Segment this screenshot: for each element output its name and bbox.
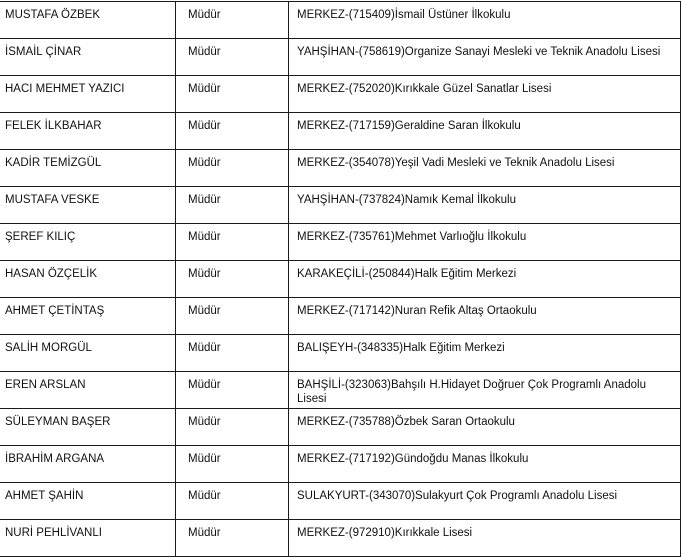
table-row bbox=[0, 298, 681, 335]
role-cell bbox=[176, 224, 289, 261]
name-cell-text: MUSTAFA ÖZBEK bbox=[5, 9, 100, 21]
role-cell-text: Müdür bbox=[188, 120, 221, 132]
school-cell bbox=[289, 150, 681, 187]
role-cell-text: Müdür bbox=[188, 527, 221, 539]
name-cell bbox=[0, 113, 176, 150]
name-cell bbox=[0, 150, 176, 187]
role-cell-text: Müdür bbox=[188, 194, 221, 206]
school-cell bbox=[289, 2, 681, 39]
name-cell bbox=[0, 372, 176, 409]
school-cell bbox=[289, 298, 681, 335]
role-cell bbox=[176, 39, 289, 76]
name-cell-text: FELEK İLKBAHAR bbox=[5, 120, 102, 132]
name-cell-text: AHMET ÇETİNTAŞ bbox=[5, 305, 105, 317]
school-cell-text: MERKEZ-(735761)Mehmet Varlıoğlu İlkokulu bbox=[297, 231, 527, 243]
name-cell bbox=[0, 483, 176, 520]
school-cell bbox=[289, 113, 681, 150]
name-cell-text: KADİR TEMİZGÜL bbox=[5, 157, 102, 169]
role-cell bbox=[176, 446, 289, 483]
school-cell-text: MERKEZ-(717192)Gündoğdu Manas İlkokulu bbox=[297, 453, 529, 465]
school-cell-text: BALIŞEYH-(348335)Halk Eğitim Merkezi bbox=[297, 342, 505, 354]
name-cell-text: HACI MEHMET YAZICI bbox=[5, 83, 125, 95]
school-cell bbox=[289, 372, 681, 409]
role-cell-text: Müdür bbox=[188, 231, 221, 243]
name-cell-text: İSMAİL ÇİNAR bbox=[5, 46, 82, 58]
role-cell bbox=[176, 76, 289, 113]
table-row bbox=[0, 520, 681, 557]
role-cell bbox=[176, 483, 289, 520]
name-cell bbox=[0, 224, 176, 261]
role-cell bbox=[176, 187, 289, 224]
role-cell bbox=[176, 261, 289, 298]
name-cell-text: NURİ PEHLİVANLI bbox=[5, 527, 102, 539]
name-cell bbox=[0, 409, 176, 446]
role-cell bbox=[176, 298, 289, 335]
school-cell-text: YAHŞİHAN-(737824)Namık Kemal İlkokulu bbox=[297, 194, 517, 206]
name-cell-text: ŞEREF KILIÇ bbox=[5, 231, 76, 243]
principal-assignments-table bbox=[0, 1, 681, 557]
role-cell bbox=[176, 335, 289, 372]
name-cell bbox=[0, 2, 176, 39]
role-cell-text: Müdür bbox=[188, 83, 221, 95]
name-cell-text: SALİH MORGÜL bbox=[5, 342, 92, 354]
table-row bbox=[0, 150, 681, 187]
name-cell bbox=[0, 298, 176, 335]
school-cell-text: BAHŞİLİ-(323063)Bahşılı H.Hidayet Doğruer Çok Programlı Anadolu Lisesi bbox=[297, 379, 647, 405]
school-cell bbox=[289, 187, 681, 224]
name-cell bbox=[0, 446, 176, 483]
role-cell-text: Müdür bbox=[188, 490, 221, 502]
role-cell bbox=[176, 150, 289, 187]
role-cell bbox=[176, 113, 289, 150]
name-cell bbox=[0, 520, 176, 557]
role-cell-text: Müdür bbox=[188, 46, 221, 58]
role-cell-text: Müdür bbox=[188, 416, 221, 428]
role-cell-text: Müdür bbox=[188, 379, 221, 391]
role-cell-text: Müdür bbox=[188, 342, 221, 354]
school-cell-text: MERKEZ-(354078)Yeşil Vadi Mesleki ve Teknik Anadolu Lisesi bbox=[297, 157, 615, 169]
school-cell-text: YAHŞİHAN-(758619)Organize Sanayi Mesleki ve Teknik Anadolu Lisesi bbox=[297, 46, 661, 58]
name-cell-text: AHMET ŞAHİN bbox=[5, 490, 84, 502]
school-cell-text: MERKEZ-(717159)Geraldine Saran İlkokulu bbox=[297, 120, 521, 132]
school-cell-text: KARAKEÇİLİ-(250844)Halk Eğitim Merkezi bbox=[297, 268, 517, 280]
table-row bbox=[0, 39, 681, 76]
table-body bbox=[0, 2, 681, 557]
school-cell-text: MERKEZ-(972910)Kırıkkale Lisesi bbox=[297, 527, 473, 539]
school-cell-text: MERKEZ-(717142)Nuran Refik Altaş Ortaokulu bbox=[297, 305, 537, 317]
name-cell-text: SÜLEYMAN BAŞER bbox=[5, 416, 111, 428]
name-cell-text: EREN ARSLAN bbox=[5, 379, 86, 391]
school-cell bbox=[289, 446, 681, 483]
table-row bbox=[0, 409, 681, 446]
role-cell bbox=[176, 520, 289, 557]
school-cell bbox=[289, 39, 681, 76]
role-cell-text: Müdür bbox=[188, 157, 221, 169]
school-cell-text: MERKEZ-(752020)Kırıkkale Güzel Sanatlar Lisesi bbox=[297, 83, 552, 95]
school-cell-text: SULAKYURT-(343070)Sulakyurt Çok Programlı Anadolu Lisesi bbox=[297, 490, 618, 502]
table-row bbox=[0, 2, 681, 39]
table-row bbox=[0, 76, 681, 113]
school-cell-text: MERKEZ-(715409)İsmail Üstüner İlkokulu bbox=[297, 9, 511, 21]
school-cell bbox=[289, 224, 681, 261]
table-row bbox=[0, 446, 681, 483]
role-cell-text: Müdür bbox=[188, 453, 221, 465]
name-cell bbox=[0, 261, 176, 298]
table-row bbox=[0, 224, 681, 261]
role-cell-text: Müdür bbox=[188, 305, 221, 317]
table-row bbox=[0, 113, 681, 150]
role-cell-text: Müdür bbox=[188, 9, 221, 21]
name-cell-text: HASAN ÖZÇELİK bbox=[5, 268, 98, 280]
table-row bbox=[0, 187, 681, 224]
role-cell bbox=[176, 409, 289, 446]
name-cell bbox=[0, 76, 176, 113]
table-row bbox=[0, 372, 681, 409]
school-cell bbox=[289, 520, 681, 557]
school-cell bbox=[289, 335, 681, 372]
table-row bbox=[0, 335, 681, 372]
name-cell-text: İBRAHİM ARGANA bbox=[5, 453, 105, 465]
school-cell bbox=[289, 261, 681, 298]
table-row bbox=[0, 261, 681, 298]
role-cell-text: Müdür bbox=[188, 268, 221, 280]
role-cell bbox=[176, 2, 289, 39]
table-row bbox=[0, 483, 681, 520]
name-cell-text: MUSTAFA VESKE bbox=[5, 194, 100, 206]
school-cell bbox=[289, 483, 681, 520]
school-cell bbox=[289, 409, 681, 446]
role-cell bbox=[176, 372, 289, 409]
school-cell-text: MERKEZ-(735788)Özbek Saran Ortaokulu bbox=[297, 416, 515, 428]
name-cell bbox=[0, 39, 176, 76]
name-cell bbox=[0, 187, 176, 224]
name-cell bbox=[0, 335, 176, 372]
school-cell bbox=[289, 76, 681, 113]
